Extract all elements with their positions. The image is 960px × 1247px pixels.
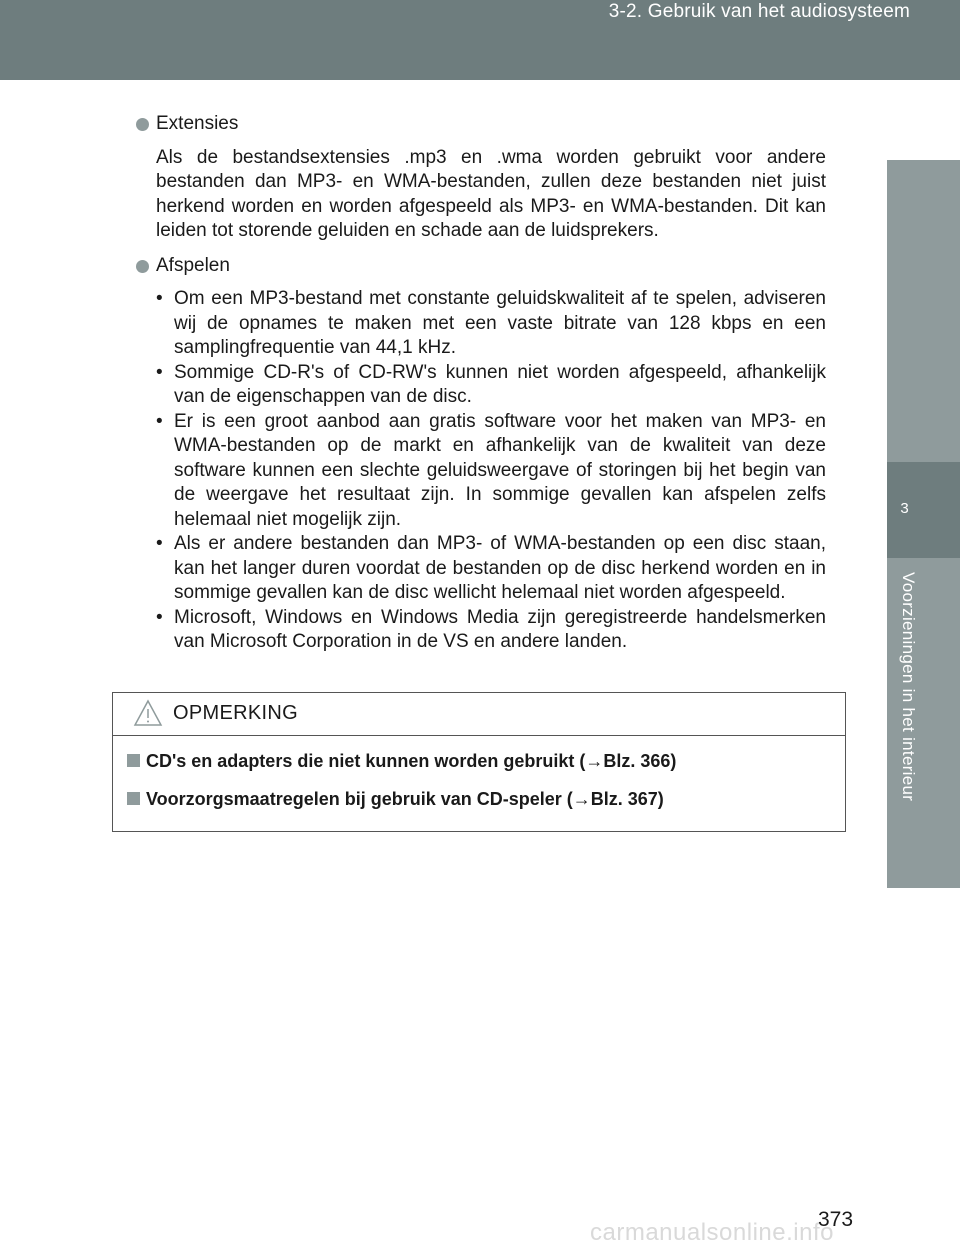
square-bullet-icon xyxy=(127,754,140,767)
list-item: • Microsoft, Windows en Windows Media zijn geregistreerde handelsmerken van Microsoft Corporation in de VS en andere landen. xyxy=(156,606,826,652)
section-paragraph: Als de bestandsextensies .mp3 en .wma worden gebruikt voor andere bestanden dan MP3- en WMA-bestanden, zullen deze bestanden niet juist herkend worden en worden afgespeeld als MP3- en WMA-bestanden. Dit kan leiden tot storende geluiden en schade aan de luidsprekers. xyxy=(156,146,826,241)
note-title: OPMERKING xyxy=(173,702,298,724)
list-item: • Om een MP3-bestand met constante geluidskwaliteit af te spelen, adviseren wij de opnames te maken met een vaste bitrate van 128 kbps en een samplingfrequentie van 44,1 kHz. xyxy=(156,288,826,358)
list-item: • Er is een groot aanbod aan gratis software voor het maken van MP3- en WMA-bestanden op de markt en afhankelijk van de kwaliteit van deze software kunnen een slechte geluidsweergave of storingen bij het begin van de weergave het resultaat zijn. In sommige gevallen kan afspelen zelfs helemaal niet mogelijk zijn. xyxy=(156,410,826,530)
section-heading-extensies: Extensies xyxy=(136,112,826,137)
section-heading-afspelen: Afspelen xyxy=(136,254,826,279)
page-number: 373 xyxy=(818,1208,854,1231)
list-item: • Als er andere bestanden dan MP3- of WMA-bestanden op een disc staan, kan het langer duren voordat de bestanden op de disc herkend worden en in sommige gevallen kan de disc wellicht helemaal niet worden afgespeeld. xyxy=(156,533,826,603)
square-bullet-icon xyxy=(127,792,140,805)
watermark: carmanualsonline.info xyxy=(590,1219,834,1246)
warning-icon xyxy=(133,699,163,727)
chapter-label: Voorzieningen in het interieur xyxy=(899,572,918,802)
note-item-precautions[interactable]: Voorzorgsmaatregelen bij gebruik van CD-speler (→Blz. 367) xyxy=(127,789,664,810)
note-box xyxy=(112,692,846,832)
list-item: • Sommige CD-R's of CD-RW's kunnen niet worden afgespeeld, afhankelijk van de eigenschappen van de disc. xyxy=(156,361,826,407)
page-header xyxy=(0,0,960,80)
bullet-list xyxy=(156,287,826,655)
note-title-row xyxy=(113,693,845,736)
bullet-dot-icon xyxy=(136,260,149,273)
chapter-number: 3 xyxy=(900,500,909,517)
bullet-dot-icon xyxy=(136,118,149,131)
main-content xyxy=(136,112,826,655)
note-item-cds[interactable]: CD's en adapters die niet kunnen worden gebruikt (→Blz. 366) xyxy=(127,751,676,772)
header-title: 3-2. Gebruik van het audiosysteem xyxy=(608,1,910,22)
